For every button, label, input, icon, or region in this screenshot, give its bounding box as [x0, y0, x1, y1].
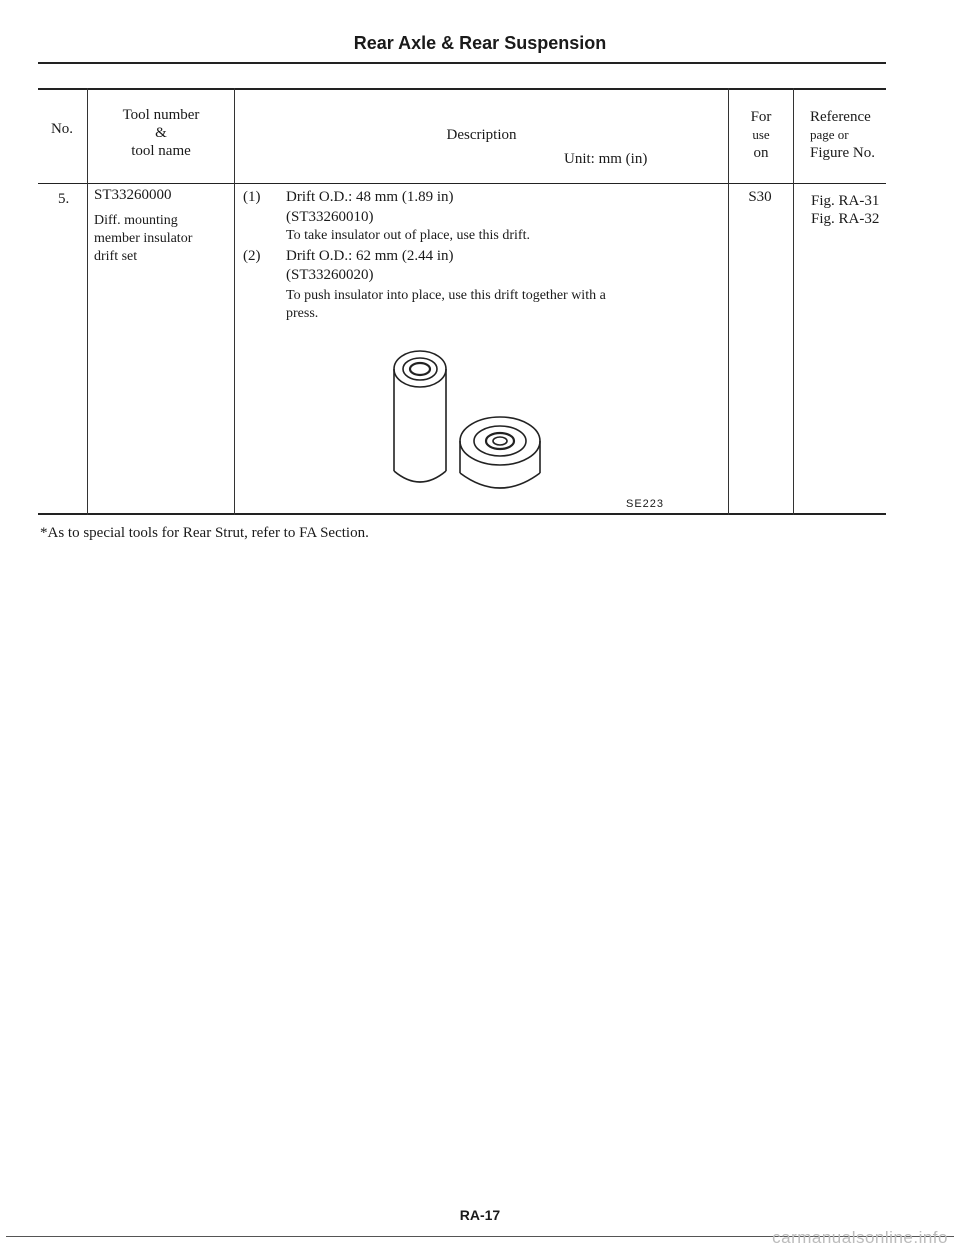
description-line: To take insulator out of place, use this drift. — [286, 228, 530, 243]
header-description: Description — [446, 127, 517, 143]
figure-code: SE223 — [626, 498, 665, 510]
description-line: To push insulator into place, use this drift together with a — [286, 288, 606, 303]
reference-figures — [811, 192, 879, 228]
header-for-use-on — [729, 108, 793, 162]
header-tool-line: Tool number — [122, 107, 200, 123]
column-divider — [793, 88, 794, 515]
footnote: *As to special tools for Rear Strut, refer to FA Section. — [40, 525, 369, 541]
header-reference — [810, 108, 875, 162]
header-use-line: use — [752, 127, 770, 142]
reference-figure: Fig. RA-32 — [811, 211, 880, 227]
header-rule — [38, 62, 886, 64]
description-line: Drift O.D.: 62 mm (2.44 in) — [286, 248, 454, 264]
table-bottom-border — [38, 513, 886, 515]
tool-name-line: drift set — [94, 249, 138, 264]
header-ref-line: Figure No. — [810, 145, 875, 161]
header-ref-line: page or — [810, 127, 849, 142]
header-tool-line: tool name — [131, 143, 191, 159]
item-number: (1) — [243, 189, 261, 205]
header-use-line: For — [750, 109, 772, 125]
page-number: RA-17 — [459, 1207, 501, 1223]
description-line: press. — [286, 306, 319, 321]
header-no: No. — [50, 121, 74, 137]
column-divider — [234, 88, 235, 515]
watermark: carmanualsonline.info — [772, 1228, 948, 1247]
header-use-line: on — [753, 145, 769, 161]
header-tool — [88, 106, 234, 160]
tool-name — [94, 212, 192, 266]
description-line: (ST33260010) — [286, 209, 374, 225]
reference-figure: Fig. RA-31 — [811, 193, 880, 209]
tool-name-line: Diff. mounting — [94, 213, 178, 228]
row-number: 5. — [58, 191, 70, 207]
description-line: (ST33260020) — [286, 267, 374, 283]
table-header-divider — [38, 183, 886, 184]
header-tool-line: & — [155, 125, 167, 141]
drift-tall-icon — [394, 351, 446, 482]
table-top-border — [38, 88, 886, 90]
item-number: (2) — [243, 248, 261, 264]
tool-name-line: member insulator — [94, 231, 193, 246]
header-unit: Unit: mm (in) — [564, 151, 648, 167]
description-line: Drift O.D.: 48 mm (1.89 in) — [286, 189, 454, 205]
tool-number: ST33260000 — [94, 187, 172, 203]
page-title: Rear Axle & Rear Suspension — [353, 33, 607, 53]
use-on-model: S30 — [748, 189, 772, 205]
drift-short-icon — [460, 417, 540, 488]
drift-set-illustration — [380, 345, 560, 495]
header-ref-line: Reference — [810, 109, 871, 125]
